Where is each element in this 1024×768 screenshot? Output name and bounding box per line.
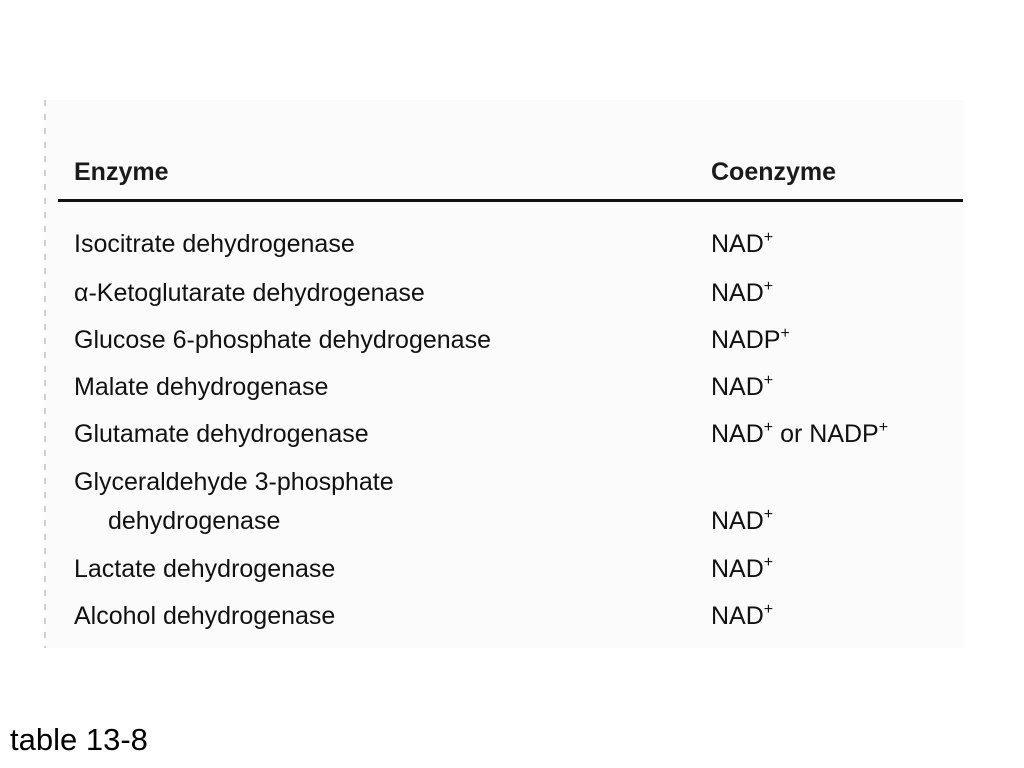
- table-row-coenzyme: [711, 372, 773, 402]
- table-row-coenzyme: [711, 554, 773, 584]
- enzyme-column-header: Enzyme: [74, 158, 169, 186]
- coenzyme-joiner: or: [773, 420, 810, 448]
- coenzyme-name: NAD: [711, 420, 764, 448]
- table-row-enzyme: Alcohol dehydrogenase: [74, 602, 336, 630]
- table-row-coenzyme: [711, 278, 773, 308]
- coenzyme-name: NAD: [711, 602, 764, 630]
- charge-superscript: +: [763, 419, 774, 436]
- coenzyme-column-header: Coenzyme: [711, 158, 837, 186]
- coenzyme-name: NAD: [711, 555, 764, 583]
- enzyme-name-line1: Glyceraldehyde 3-phosphate: [74, 468, 394, 496]
- coenzyme-name: NADP: [711, 326, 781, 354]
- coenzyme-name: NAD: [711, 279, 764, 307]
- table-row-enzyme: Glucose 6-phosphate dehydrogenase: [74, 326, 491, 354]
- table-row-enzyme: Lactate dehydrogenase: [74, 555, 336, 583]
- table-row-coenzyme: [711, 325, 790, 355]
- table-row-enzyme: Malate dehydrogenase: [74, 373, 329, 401]
- table-row-enzyme: [74, 467, 394, 536]
- scan-edge-artifact: [44, 100, 46, 648]
- charge-superscript: +: [763, 601, 774, 618]
- charge-superscript-alt: +: [878, 419, 889, 436]
- table-row-enzyme: α-Ketoglutarate dehydrogenase: [74, 279, 425, 307]
- slide-caption: table 13-8: [10, 722, 148, 757]
- enzyme-name-line2: dehydrogenase: [108, 507, 281, 535]
- table-row-coenzyme: [711, 419, 888, 449]
- table-row-coenzyme: [711, 601, 773, 631]
- coenzyme-name: NAD: [711, 230, 764, 258]
- header-divider: [58, 199, 963, 202]
- coenzyme-name: NAD: [711, 373, 764, 401]
- coenzyme-name-alt: NADP: [809, 420, 879, 448]
- table-row-coenzyme: [711, 506, 773, 536]
- table-row-enzyme: Isocitrate dehydrogenase: [74, 230, 355, 258]
- charge-superscript: +: [763, 229, 774, 246]
- charge-superscript: +: [763, 372, 774, 389]
- charge-superscript: +: [763, 554, 774, 571]
- table-row-enzyme: Glutamate dehydrogenase: [74, 420, 369, 448]
- coenzyme-name: NAD: [711, 507, 764, 535]
- charge-superscript: +: [763, 278, 774, 295]
- charge-superscript: +: [780, 325, 790, 342]
- table-row-coenzyme: [711, 229, 773, 259]
- charge-superscript: +: [763, 506, 774, 523]
